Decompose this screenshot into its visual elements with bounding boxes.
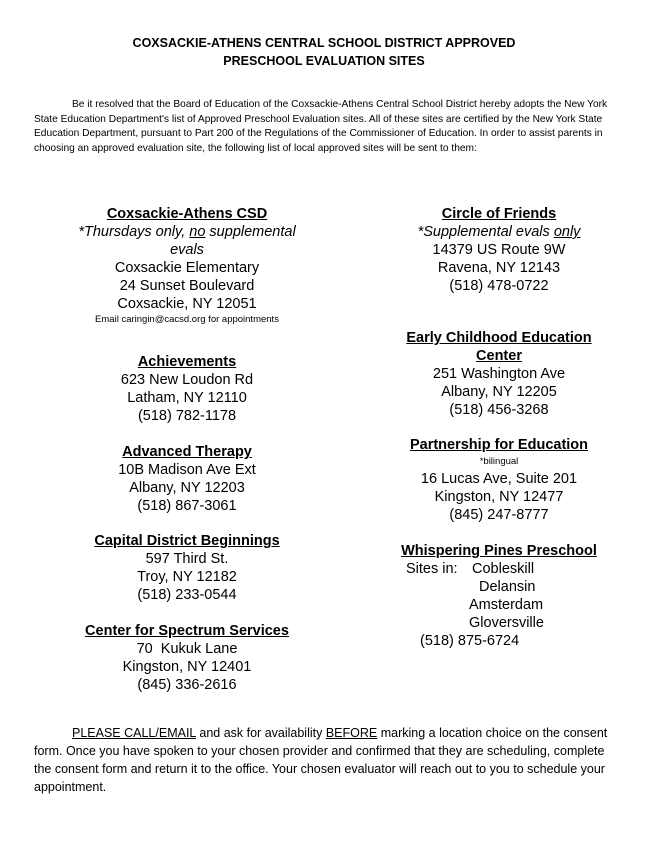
site-note-cont: evals bbox=[170, 242, 204, 258]
site-name: Partnership for Education bbox=[409, 437, 589, 453]
site-name: Circle of Friends bbox=[441, 206, 557, 222]
site-name: Whispering Pines Preschool bbox=[401, 543, 597, 559]
location-row bbox=[406, 560, 626, 578]
site-phone: (518) 782-1178 bbox=[137, 408, 237, 424]
site-address-line: Coxsackie Elementary bbox=[114, 260, 260, 276]
site-address-line: 24 Sunset Boulevard bbox=[119, 278, 255, 294]
site-note: *Thursdays only, no supplemental bbox=[78, 224, 296, 240]
site-phone: (845) 247-8777 bbox=[449, 507, 549, 523]
site-phone: (518) 456-3268 bbox=[449, 402, 549, 418]
site-address-line: 70 Kukuk Lane bbox=[136, 641, 238, 657]
site-note: *bilingual bbox=[479, 456, 519, 467]
site-address-line: 623 New Loudon Rd bbox=[120, 372, 254, 388]
site-address-line: Kingston, NY 12477 bbox=[434, 489, 564, 505]
location-row bbox=[406, 614, 626, 632]
site-address-line: 14379 US Route 9W bbox=[432, 242, 566, 258]
site-name-cont: Center bbox=[476, 348, 522, 364]
site-address-line: 597 Third St. bbox=[145, 551, 229, 567]
location-row bbox=[406, 578, 626, 596]
location-item: Gloversville bbox=[469, 615, 544, 631]
site-phone: (518) 233-0544 bbox=[137, 587, 237, 603]
site-phone: (518) 478-0722 bbox=[449, 278, 549, 294]
site-name: Center for Spectrum Services bbox=[85, 623, 289, 639]
site-coxsackie-athens bbox=[60, 205, 314, 327]
site-capital-district bbox=[60, 532, 314, 604]
left-column bbox=[60, 205, 314, 716]
site-email-note: Email caringin@cacsd.org for appointments bbox=[95, 314, 279, 325]
location-item: Cobleskill bbox=[472, 561, 535, 577]
site-address-line: Ravena, NY 12143 bbox=[437, 260, 561, 276]
location-item: Delansin bbox=[479, 579, 536, 595]
site-phone: (518) 867-3061 bbox=[137, 498, 237, 514]
title-line-2: PRESCHOOL EVALUATION SITES bbox=[223, 54, 425, 68]
site-spectrum-services bbox=[60, 622, 314, 694]
site-name: Early Childhood Education bbox=[406, 330, 592, 346]
locations-label: Sites in: bbox=[406, 561, 458, 577]
closing-paragraph: PLEASE CALL/EMAIL and ask for availability BEFORE marking a location choice on the consent form. Once you have spoken to your chosen provider and confirmed that they are scheduling, complete the consent form and return it to the office. Your chosen evaluator will reach out to you to schedule your appointment. bbox=[34, 726, 608, 794]
site-name: Capital District Beginnings bbox=[94, 533, 280, 549]
site-address-line: Coxsackie, NY 12051 bbox=[117, 296, 257, 312]
site-phone: (845) 336-2616 bbox=[137, 677, 237, 693]
location-row bbox=[406, 596, 626, 614]
intro-text: Be it resolved that the Board of Education of the Coxsackie-Athens Central School District hereby adopts the New York State Education Department's list of Approved Preschool Evaluation sites. All of these sites are certified by the New York State Education Department, pursuant to Part 200 of the Regulations of the Commissioner of Education. In order to assist parents in choosing an approved evaluation site, the following list of local approved sites will be sent to them: bbox=[34, 99, 608, 154]
site-address-line: 16 Lucas Ave, Suite 201 bbox=[420, 471, 578, 487]
site-name: Achievements bbox=[137, 354, 237, 370]
site-phone: (518) 875-6724 bbox=[420, 633, 520, 649]
site-name: Advanced Therapy bbox=[122, 444, 252, 460]
site-whispering-pines bbox=[372, 542, 626, 650]
site-name: Coxsackie-Athens CSD bbox=[106, 206, 268, 222]
site-note: *Supplemental evals only bbox=[417, 224, 581, 240]
site-address-line: Kingston, NY 12401 bbox=[122, 659, 252, 675]
intro-paragraph bbox=[34, 98, 618, 156]
right-column bbox=[372, 205, 626, 672]
site-address-line: 251 Washington Ave bbox=[432, 366, 566, 382]
document-title bbox=[0, 34, 648, 70]
site-advanced-therapy bbox=[60, 443, 314, 515]
site-achievements bbox=[60, 353, 314, 425]
site-locations bbox=[372, 560, 626, 632]
site-partnership-education bbox=[372, 436, 626, 524]
site-address-line: 10B Madison Ave Ext bbox=[118, 462, 256, 478]
site-address-line: Troy, NY 12182 bbox=[137, 569, 237, 585]
title-line-1: COXSACKIE-ATHENS CENTRAL SCHOOL DISTRICT APPROVED bbox=[132, 36, 516, 50]
site-address-line: Albany, NY 12205 bbox=[441, 384, 557, 400]
site-address-line: Albany, NY 12203 bbox=[129, 480, 245, 496]
site-early-childhood bbox=[372, 329, 626, 419]
site-address-line: Latham, NY 12110 bbox=[127, 390, 247, 406]
site-circle-of-friends bbox=[372, 205, 626, 295]
before-emphasis: BEFORE bbox=[325, 726, 378, 740]
location-item: Amsterdam bbox=[469, 597, 544, 613]
call-email-emphasis: PLEASE CALL/EMAIL bbox=[72, 726, 196, 740]
